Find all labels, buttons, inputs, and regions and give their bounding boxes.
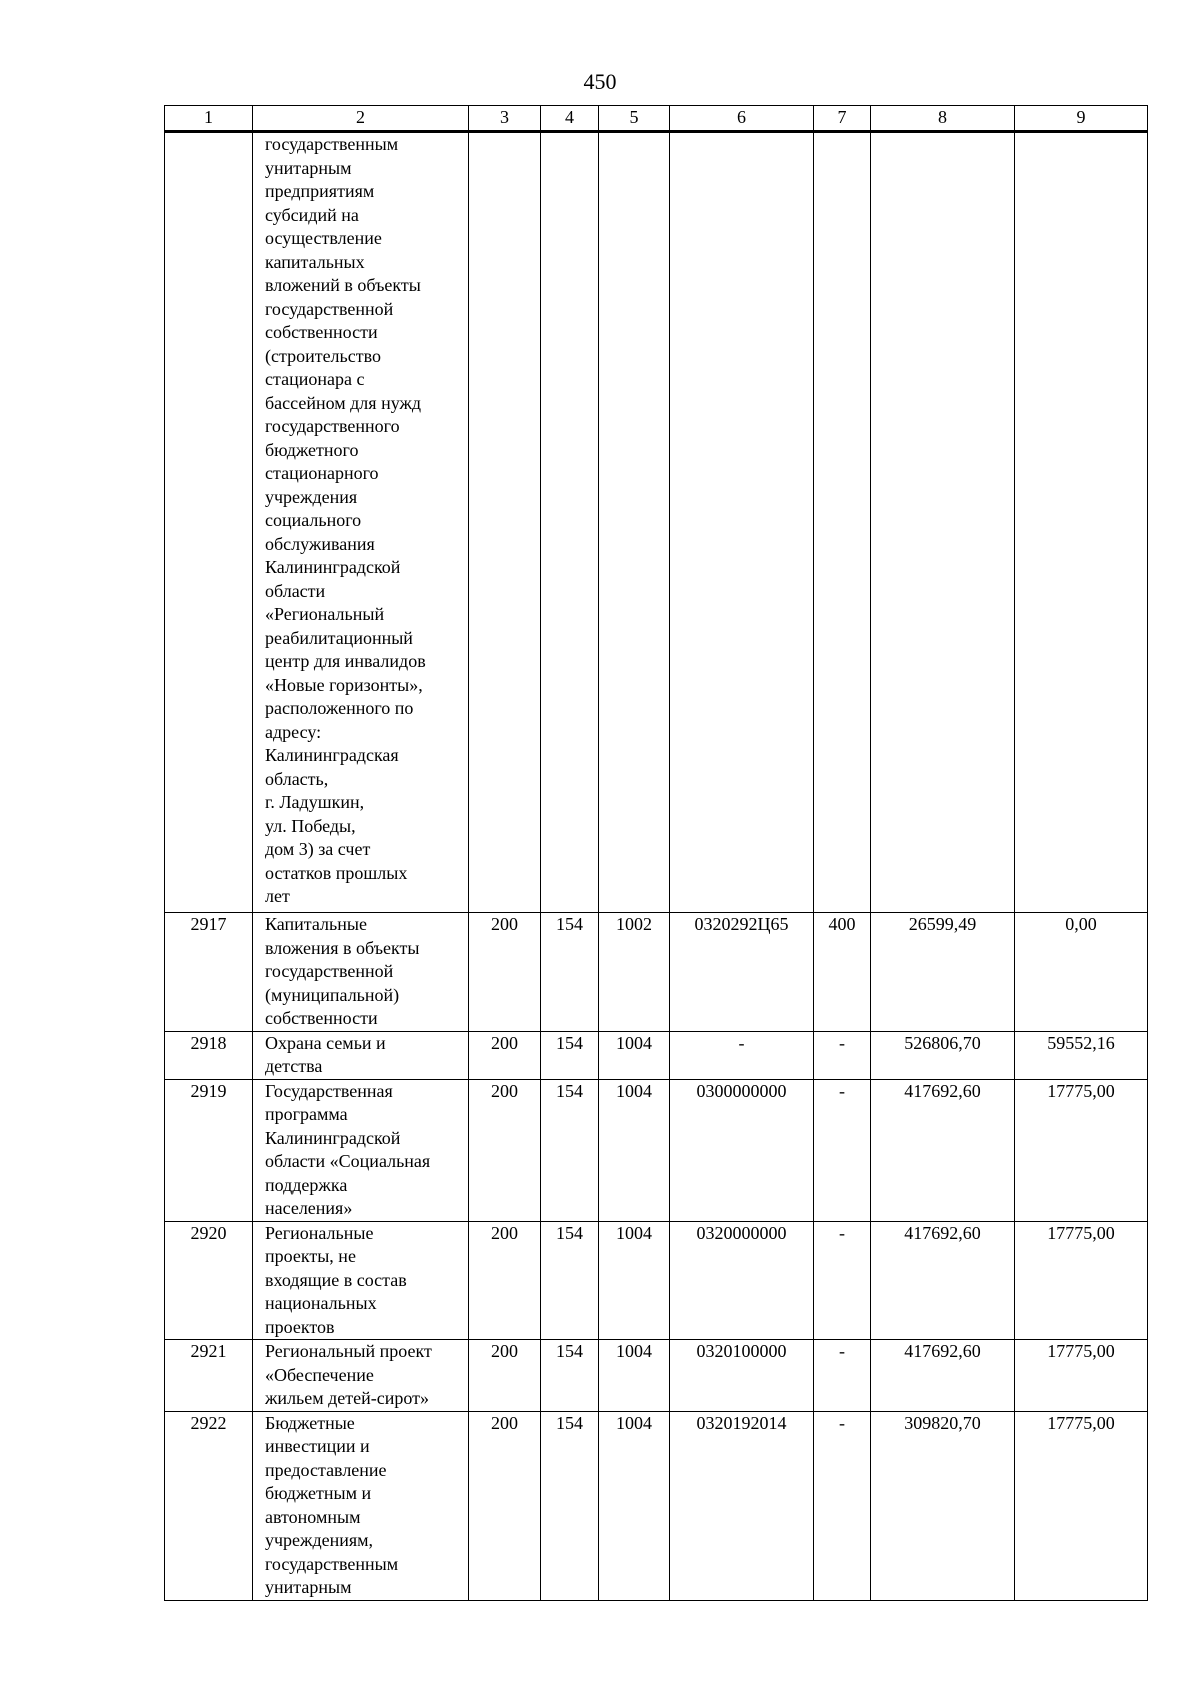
row-number: 2918: [165, 1031, 253, 1079]
cell-col9: [1015, 132, 1148, 913]
cell-col7: -: [814, 1079, 871, 1221]
row-name: Государственная программа Калининградской области «Социальная поддержка населения»: [253, 1079, 469, 1221]
row-name: Бюджетные инвестиции и предоставление бюджетным и автономным учреждениям, государственным унитарным: [253, 1411, 469, 1600]
cell-col9: 59552,16: [1015, 1031, 1148, 1079]
cell-col8: 417692,60: [871, 1079, 1015, 1221]
cell-col8: 26599,49: [871, 913, 1015, 1032]
table-row: [165, 1411, 1148, 1600]
cell-col4: 154: [541, 913, 599, 1032]
cell-col5: [599, 132, 670, 913]
cell-col4: 154: [541, 1221, 599, 1340]
row-number: [165, 132, 253, 913]
cell-col8: 309820,70: [871, 1411, 1015, 1600]
cell-col6: 0320292Ц65: [670, 913, 814, 1032]
cell-col6: 0320192014: [670, 1411, 814, 1600]
row-name: Региональные проекты, не входящие в состав национальных проектов: [253, 1221, 469, 1340]
cell-col5: 1004: [599, 1411, 670, 1600]
cell-col5: 1004: [599, 1079, 670, 1221]
cell-col5: 1004: [599, 1031, 670, 1079]
column-header: 5: [599, 106, 670, 132]
row-name: государственным унитарным предприятиям субсидий на осуществление капитальных вложений в объекты государственной собственности (строительство стационара с бассейном для нужд государственного бюджетного стационарного учреждения социального обслуживания Калининградской области «Региональный реабилитационный центр для инвалидов «Новые горизонты», расположенного по адресу: Калининградская область, г. Ладушкин, ул. Победы, дом 3) за счет остатков прошлых лет: [253, 132, 469, 913]
table-row: [165, 913, 1148, 1032]
row-number: 2919: [165, 1079, 253, 1221]
row-number: 2922: [165, 1411, 253, 1600]
column-header: 1: [165, 106, 253, 132]
cell-col8: 417692,60: [871, 1340, 1015, 1412]
row-number: 2920: [165, 1221, 253, 1340]
cell-col3: 200: [469, 913, 541, 1032]
cell-col9: 17775,00: [1015, 1340, 1148, 1412]
cell-col4: 154: [541, 1031, 599, 1079]
row-number: 2917: [165, 913, 253, 1032]
cell-col3: 200: [469, 1031, 541, 1079]
table-row: [165, 1031, 1148, 1079]
cell-col7: -: [814, 1221, 871, 1340]
cell-col6: -: [670, 1031, 814, 1079]
table-header-row: [165, 106, 1148, 132]
cell-col5: 1004: [599, 1221, 670, 1340]
cell-col4: 154: [541, 1340, 599, 1412]
cell-col3: 200: [469, 1340, 541, 1412]
cell-col4: 154: [541, 1411, 599, 1600]
cell-col9: 17775,00: [1015, 1079, 1148, 1221]
cell-col4: [541, 132, 599, 913]
cell-col6: [670, 132, 814, 913]
table-row: [165, 1221, 1148, 1340]
table-row: [165, 1340, 1148, 1412]
cell-col7: [814, 132, 871, 913]
column-header: 6: [670, 106, 814, 132]
cell-col9: 17775,00: [1015, 1221, 1148, 1340]
cell-col9: 0,00: [1015, 913, 1148, 1032]
row-name: Региональный проект «Обеспечение жильем детей-сирот»: [253, 1340, 469, 1412]
row-name: Охрана семьи и детства: [253, 1031, 469, 1079]
row-number: 2921: [165, 1340, 253, 1412]
cell-col7: -: [814, 1031, 871, 1079]
cell-col7: 400: [814, 913, 871, 1032]
cell-col4: 154: [541, 1079, 599, 1221]
cell-col8: 526806,70: [871, 1031, 1015, 1079]
table-row: [165, 1079, 1148, 1221]
column-header: 2: [253, 106, 469, 132]
cell-col6: 0320100000: [670, 1340, 814, 1412]
column-header: 8: [871, 106, 1015, 132]
cell-col9: 17775,00: [1015, 1411, 1148, 1600]
cell-col3: [469, 132, 541, 913]
column-header: 4: [541, 106, 599, 132]
cell-col6: 0320000000: [670, 1221, 814, 1340]
cell-col8: [871, 132, 1015, 913]
cell-col5: 1004: [599, 1340, 670, 1412]
cell-col8: 417692,60: [871, 1221, 1015, 1340]
page-number: 450: [583, 69, 617, 94]
cell-col7: -: [814, 1340, 871, 1412]
cell-col7: -: [814, 1411, 871, 1600]
cell-col5: 1002: [599, 913, 670, 1032]
budget-table: [164, 105, 1148, 1601]
cell-col3: 200: [469, 1411, 541, 1600]
cell-col6: 0300000000: [670, 1079, 814, 1221]
cell-col3: 200: [469, 1221, 541, 1340]
column-header: 9: [1015, 106, 1148, 132]
cell-col3: 200: [469, 1079, 541, 1221]
column-header: 3: [469, 106, 541, 132]
column-header: 7: [814, 106, 871, 132]
table-row: [165, 132, 1148, 913]
row-name: Капитальные вложения в объекты государственной (муниципальной) собственности: [253, 913, 469, 1032]
